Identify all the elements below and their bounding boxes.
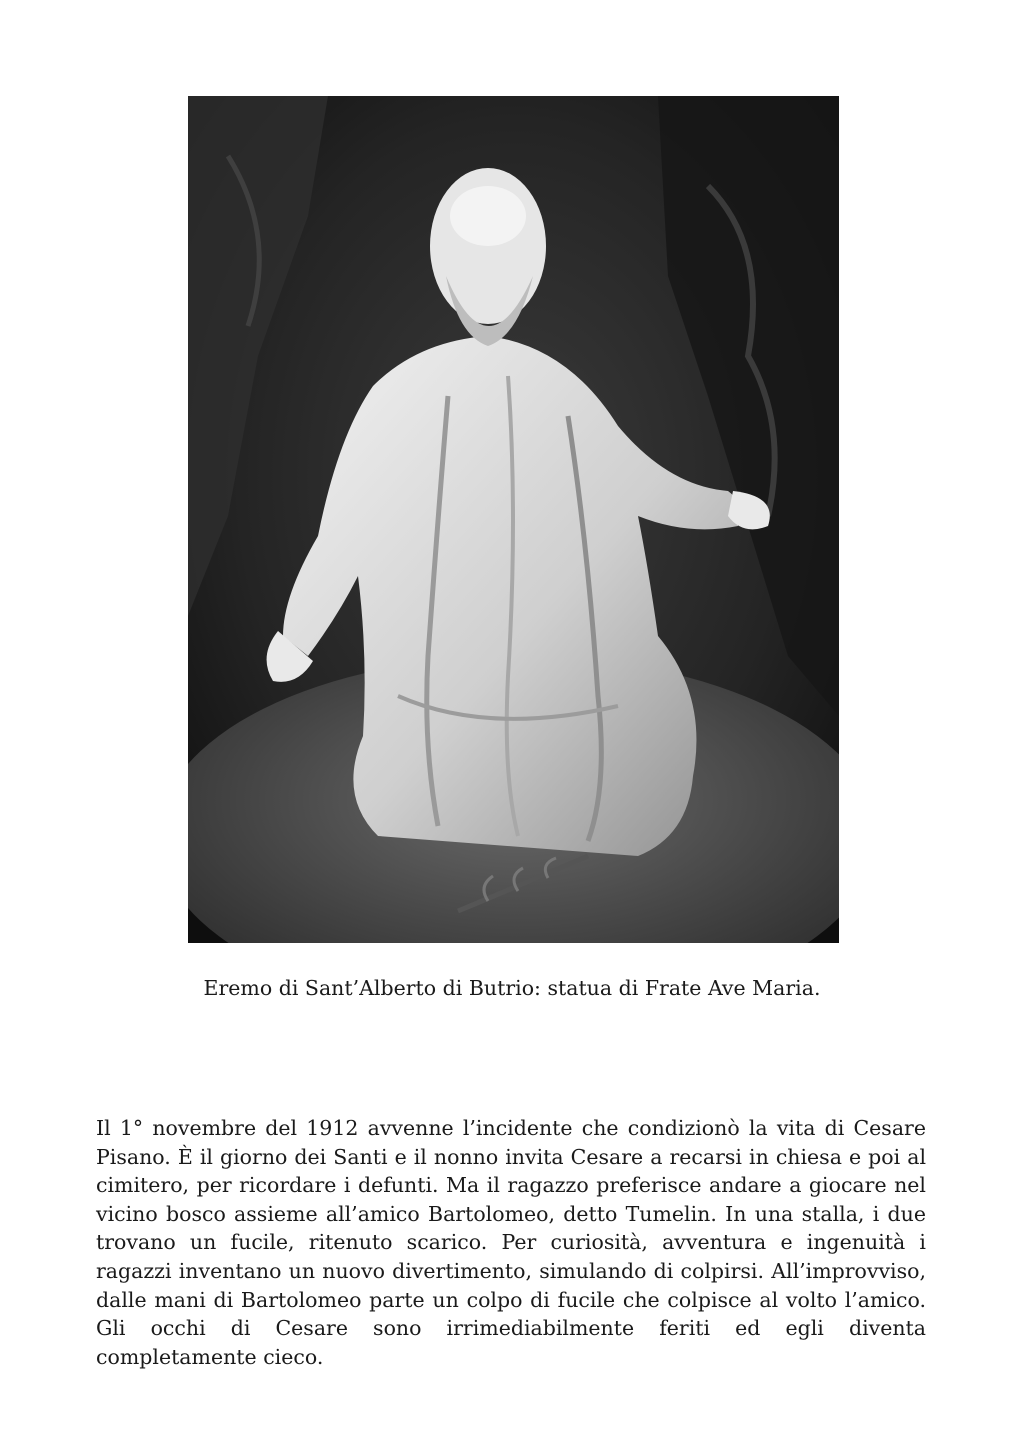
figure-caption: Eremo di Sant’Alberto di Butrio: statua di Frate Ave Maria. <box>203 976 821 1000</box>
body-paragraph: Il 1° novembre del 1912 avvenne l’incidente che condizionò la vita di Cesare Pisano. È il giorno dei Santi e il nonno invita Cesare a recarsi in chiesa e poi al cimitero, per ricordare i defunti. Ma il ragazzo preferisce andare a giocare nel vicino bosco assieme all’amico Bartolomeo, detto Tumelin. In una stalla, i due trovano un fucile, ritenuto scarico. Per curiosità, avventura e ingenuità i ragazzi inventano un nuovo divertimento, simulando di colpirsi. All’improvviso, dalle mani di Bartolomeo parte un colpo di fucile che colpisce al volto l’amico. Gli occhi di Cesare sono irrimediabilmente feriti ed egli diventa completamente cieco. <box>96 1116 926 1369</box>
statue-photo-icon <box>188 96 839 943</box>
statue-photo <box>188 96 839 943</box>
